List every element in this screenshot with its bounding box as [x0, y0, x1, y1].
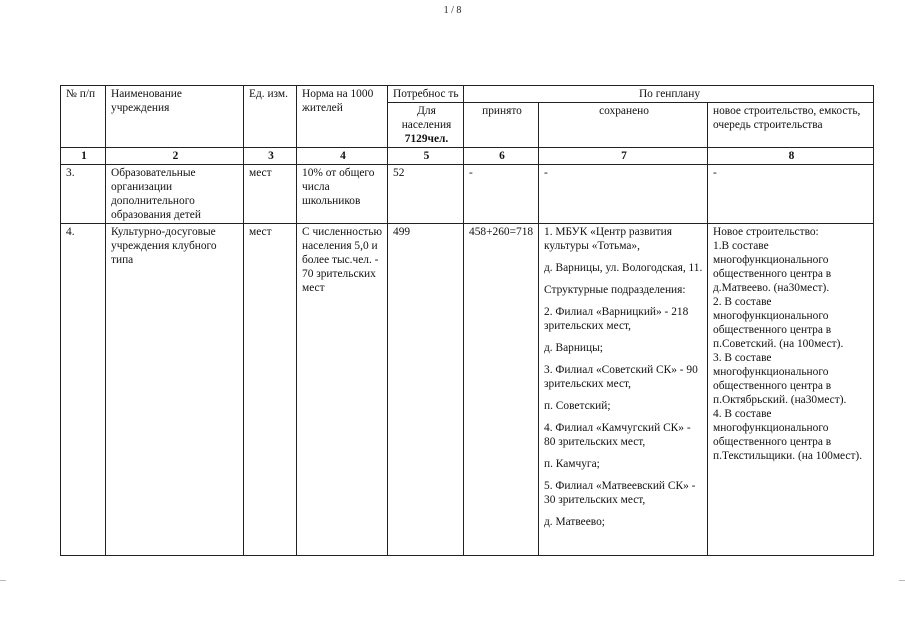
preserved-item: д. Варницы; — [544, 342, 603, 354]
table-row — [61, 224, 874, 556]
preserved-item: 4. Филиал «Камчугский СК» - 80 зрительских мест, — [544, 422, 691, 448]
column-number: 1 — [61, 148, 106, 165]
genplan-facilities-table — [60, 85, 874, 556]
preserved-item: 2. Филиал «Варницкий» - 218 зрительских мест, — [544, 306, 689, 332]
header-name: Наименование учреждения — [106, 86, 244, 148]
preserved-item: 1. МБУК «Центр развития культуры «Тотьма», — [544, 226, 672, 252]
preserved-item: п. Камчуга; — [544, 458, 600, 470]
preserved-item: Структурные подразделения: — [544, 284, 686, 296]
column-number: 2 — [106, 148, 244, 165]
row-need: 499 — [388, 224, 464, 556]
page-edge-mark-left — [0, 580, 6, 581]
row-norm: 10% от общего числа школьников — [297, 165, 388, 224]
header-need-sub — [388, 103, 464, 148]
page-edge-mark-right — [899, 580, 905, 581]
column-number: 8 — [708, 148, 874, 165]
preserved-item: 5. Филиал «Матвеевский СК» - 30 зрительских мест, — [544, 480, 696, 506]
column-number: 7 — [539, 148, 708, 165]
row-unit: мест — [244, 224, 297, 556]
row-preserved — [539, 224, 708, 556]
row-num: 4. — [61, 224, 106, 556]
header-need-population: 7129чел. — [404, 133, 449, 145]
row-need: 52 — [388, 165, 464, 224]
row-new: Новое строительство: 1.В составе многофункционального общественного центра в д.Матвеево. (на30мест). 2. В составе многофункционального общественного центра в п.Советский. (на 100мест). 3. В составе многофункционального общественного центра в п.Октябрьский. (на30мест). 4. В составе многофункционального общественного центра в п.Текстильщики. (на 100мест). — [708, 224, 874, 556]
preserved-item: 3. Филиал «Советский СК» - 90 зрительских мест, — [544, 364, 698, 390]
header-genplan: По генплану — [464, 86, 874, 103]
header-need: Потребнос ть — [388, 86, 464, 103]
header-preserved: сохранено — [539, 103, 708, 148]
row-new: - — [708, 165, 874, 224]
header-norm: Норма на 1000 жителей — [297, 86, 388, 148]
column-number: 3 — [244, 148, 297, 165]
header-accepted: принято — [464, 103, 539, 148]
row-norm: С численностью населения 5,0 и более тыс.чел. - 70 зрительских мест — [297, 224, 388, 556]
table-row — [61, 165, 874, 224]
table-header-row — [61, 86, 874, 103]
row-name: Образовательные организации дополнительного образования детей — [106, 165, 244, 224]
column-number: 5 — [388, 148, 464, 165]
header-need-for-population: Для населения — [401, 105, 452, 131]
row-unit: мест — [244, 165, 297, 224]
row-name: Культурно-досуговые учреждения клубного типа — [106, 224, 244, 556]
page-number: 1 / 8 — [443, 5, 462, 16]
column-number: 4 — [297, 148, 388, 165]
row-preserved: - — [539, 165, 708, 224]
preserved-item: д. Варницы, ул. Вологодская, 11. — [544, 262, 703, 274]
column-number: 6 — [464, 148, 539, 165]
row-num: 3. — [61, 165, 106, 224]
header-unit: Ед. изм. — [244, 86, 297, 148]
header-new-construction: новое строительство, емкость, очередь строительства — [708, 103, 874, 148]
preserved-item: д. Матвеево; — [544, 516, 605, 528]
column-number-row — [61, 148, 874, 165]
row-accepted: - — [464, 165, 539, 224]
row-accepted: 458+260=718 — [464, 224, 539, 556]
preserved-item: п. Советский; — [544, 400, 611, 412]
header-num: № п/п — [61, 86, 106, 148]
